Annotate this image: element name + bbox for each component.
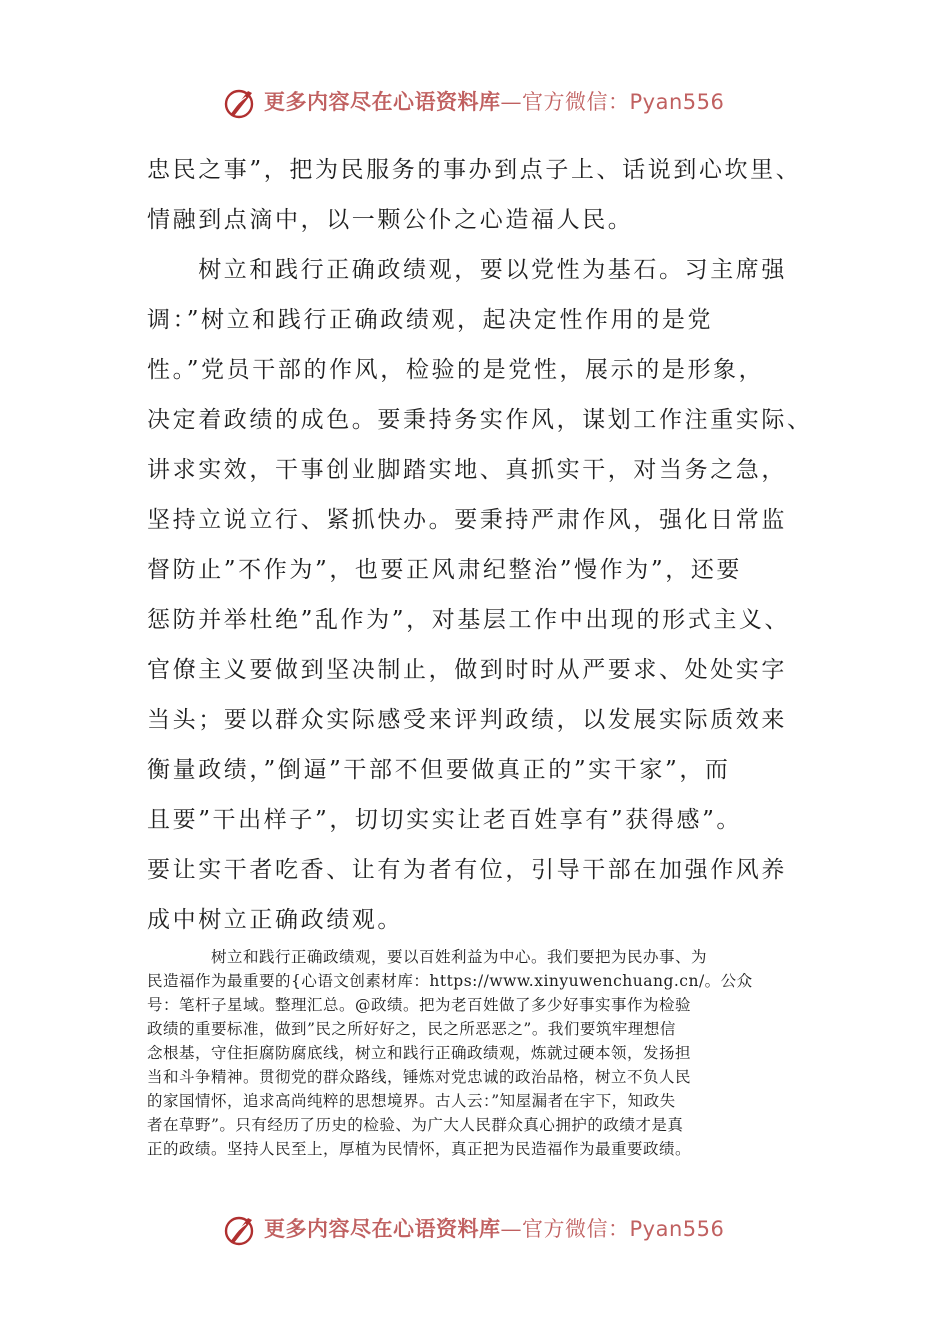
text-line: 督防止”不作为”，也要正风肃纪整治”慢作为”，还要 [147,557,743,583]
text-line: 性。”党员干部的作风，检验的是党性，展示的是形象， [147,357,765,383]
banner-dash: — [500,90,522,114]
text-line: 树立和践行正确政绩观，要以党性为基石。习主席强 [147,257,787,283]
footer-banner [0,1208,950,1252]
banner-wechat-id: Pyan556 [629,90,725,114]
banner-main-text: 更多内容尽在心语资料库 [264,89,501,114]
banner-wechat-id: Pyan556 [629,1217,725,1241]
small-text-line: 号：笔杆子星域。整理汇总。@政绩。把为老百姓做了多少好事实事作为检验 [147,996,692,1014]
banner-sub-text: 官方微信： [522,90,630,114]
text-line: 成中树立正确政绩观。 [147,907,403,933]
text-line: 情融到点滴中，以一颗公仆之心造福人民。 [147,207,634,233]
text-line: 讲求实效，干事创业脚踏实地、真抓实干，对当务之急， [147,457,787,483]
main-text-block [147,145,813,945]
banner-sub-text: 官方微信： [522,1217,630,1241]
small-text-line: 正的政绩。坚持人民至上，厚植为民情怀，真正把为民造福作为最重要政绩。 [147,1140,692,1158]
text-line: 忠民之事”，把为民服务的事办到点子上、话说到心坎里、 [147,157,802,183]
banner-main-text: 更多内容尽在心语资料库 [264,1216,501,1241]
small-text-line: 政绩的重要标准，做到”民之所好好之，民之所恶恶之”。我们要筑牢理想信 [147,1020,676,1038]
banner-text [264,87,724,117]
text-line: 调：”树立和践行正确政绩观，起决定性作用的是党 [147,307,714,333]
quill-logo-icon [222,85,258,121]
small-text-line: 民造福作为最重要的{心语文创素材库：https://www.xinyuwenchuang.cn/。公众 [147,972,753,990]
small-text-line: 当和斗争精神。贯彻党的群众路线，锤炼对党忠诚的政治品格，树立不负人民 [147,1068,692,1086]
text-line: 要让实干者吃香、让有为者有位，引导干部在加强作风养 [147,857,787,883]
small-text-paragraph [147,945,807,1161]
banner-text [264,1214,724,1244]
small-text-line: 者在草野”。只有经历了历史的检验、为广大人民群众真心拥护的政绩才是真 [147,1116,684,1134]
text-line: 决定着政绩的成色。要秉持务实作风，谋划工作注重实际、 [147,407,813,433]
text-line: 坚持立说立行、紧抓快办。要秉持严肃作风，强化日常监 [147,507,787,533]
text-line: 当头；要以群众实际感受来评判政绩，以发展实际质效来 [147,707,787,733]
small-text-line: 树立和践行正确政绩观，要以百姓利益为中心。我们要把为民办事、为 [147,948,708,966]
text-line: 惩防并举杜绝”乱作为”，对基层工作中出现的形式主义、 [147,607,791,633]
quill-logo-icon [222,1212,258,1248]
text-line: 官僚主义要做到坚决制止，做到时时从严要求、处处实字 [147,657,787,683]
banner-dash: — [500,1217,522,1241]
text-line: 且要”干出样子”，切切实实让老百姓享有”获得感”。 [147,807,743,833]
header-banner [0,81,950,125]
text-line: 衡量政绩，”倒逼”干部不但要做真正的”实干家”，而 [147,757,731,783]
small-text-line: 的家国情怀，追求高尚纯粹的思想境界。古人云：”知屋漏者在宇下，知政失 [147,1092,676,1110]
small-text-line: 念根基，守住拒腐防腐底线，树立和践行正确政绩观，炼就过硬本领，发扬担 [147,1044,692,1062]
